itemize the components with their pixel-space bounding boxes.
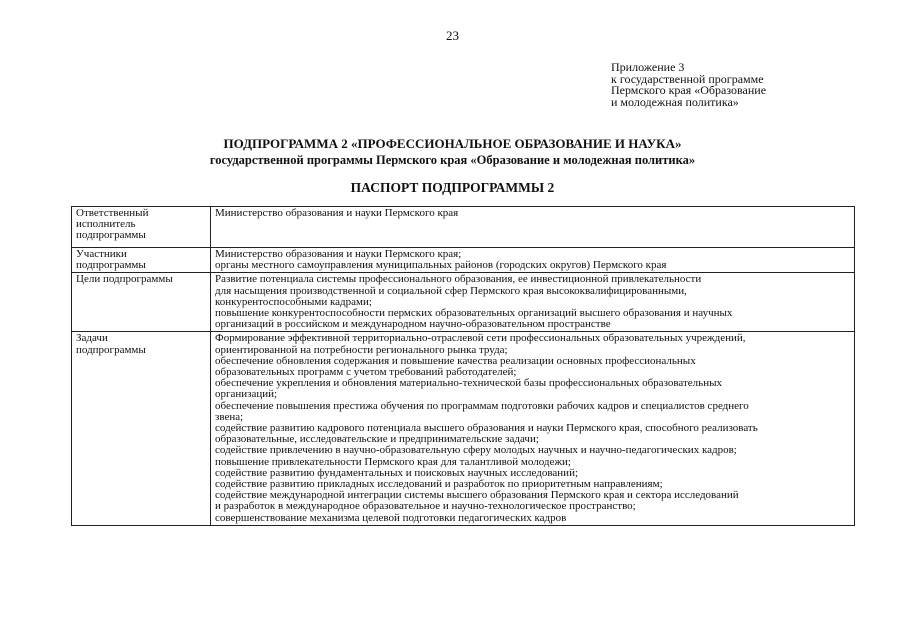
- row-content-line: содействие международной интеграции системы высшего образования Пермского края и сектора исследований: [215, 489, 739, 502]
- table-row-responsible-executor: [72, 207, 855, 248]
- row-label-line: Участники: [76, 248, 127, 260]
- row-content-line: содействие развитию фундаментальных и поисковых научных исследований;: [215, 466, 579, 479]
- row-content-line: повышение конкурентоспособности пермских образовательных организаций высшего образования и научных: [215, 307, 733, 320]
- row-label-line: исполнитель: [76, 218, 136, 231]
- row-content-line: Министерство образования и науки Пермского края: [215, 207, 459, 219]
- row-label-line: Ответственный: [76, 207, 149, 219]
- row-content-line: организаций в российском и международном научно-образовательном пространстве: [215, 318, 611, 331]
- subprogram-title: ПОДПРОГРАММА 2 «ПРОФЕССИОНАЛЬНОЕ ОБРАЗОВАНИЕ И НАУКА»: [223, 136, 682, 151]
- row-content-line: ориентированной на потребности регионального рынка труда;: [215, 343, 508, 356]
- row-label-cell: [72, 332, 211, 525]
- row-content-cell: [211, 273, 855, 332]
- row-content-line: содействие развитию кадрового потенциала высшего образования и науки Пермского края, способного реализовать: [215, 422, 758, 435]
- row-content-line: образовательных программ с учетом требований работодателей;: [215, 366, 517, 379]
- row-content-line: содействие развитию прикладных исследований и разработок по приоритетным направлениям;: [215, 478, 663, 491]
- program-subtitle: государственной программы Пермского края «Образование и молодежная политика»: [209, 153, 696, 167]
- row-content-line: конкурентоспособными кадрами;: [215, 295, 372, 308]
- passport-heading: ПАСПОРТ ПОДПРОГРАММЫ 2: [350, 180, 555, 195]
- row-content-line: образовательные, исследовательские и предпринимательские задачи;: [215, 433, 539, 446]
- row-label-line: Цели подпрограммы: [76, 273, 173, 286]
- table-row-participants: [72, 248, 855, 273]
- appendix-line: Приложение 3: [611, 60, 685, 74]
- row-label-line: подпрограммы: [76, 343, 146, 356]
- row-content-line: Формирование эффективной территориально-отраслевой сети профессиональных образовательных учреждений,: [215, 332, 746, 345]
- row-label-line: Задачи: [76, 332, 108, 345]
- row-content-cell: [211, 332, 855, 525]
- row-content-cell: [211, 207, 855, 248]
- appendix-line: Пермского края «Образование: [611, 83, 767, 97]
- row-content-line: содействие привлечению в научно-образовательную сферу молодых научных и научно-педагогических кадров;: [215, 444, 737, 457]
- row-label-line: подпрограммы: [76, 229, 146, 242]
- row-content-cell: [211, 248, 855, 273]
- appendix-line: и молодежная политика»: [611, 94, 739, 109]
- row-label-cell: [72, 207, 211, 248]
- row-content-line: обеспечение обновления содержания и повышение качества реализации основных профессиональных: [215, 354, 696, 367]
- row-content-line: организаций;: [215, 388, 278, 401]
- table-row-tasks: [72, 332, 855, 525]
- appendix-line: к государственной программе: [611, 71, 764, 86]
- row-content-line: Развитие потенциала системы профессионального образования, ее инвестиционной привлекательности: [215, 273, 702, 286]
- row-content-line: органы местного самоуправления муниципальных районов (городских округов) Пермского края: [215, 259, 667, 272]
- row-content-line: Министерство образования и науки Пермского края;: [215, 248, 462, 260]
- row-content-line: для насыщения производственной и социальной сфер Пермского края высококвалифицированными,: [215, 284, 687, 297]
- row-content-line: и разработок в международное образовательное и научно-технологическое пространство;: [215, 500, 636, 513]
- row-label-cell: [72, 273, 211, 332]
- row-content-line: звена;: [215, 410, 244, 423]
- appendix-note: [611, 62, 766, 108]
- page-number: 23: [446, 28, 459, 43]
- row-content-line: повышение привлекательности Пермского края для талантливой молодежи;: [215, 455, 571, 468]
- passport-table: [71, 206, 855, 526]
- row-content-line: обеспечение укрепления и обновления материально-технической базы профессиональных образовательных: [215, 377, 722, 390]
- row-label-line: подпрограммы: [76, 259, 146, 272]
- row-label-cell: [72, 248, 211, 273]
- row-content-line: совершенствование механизма целевой подготовки педагогических кадров: [215, 511, 567, 524]
- table-row-goals: [72, 273, 855, 332]
- row-content-line: обеспечение повышения престижа обучения по программам подготовки рабочих кадров и специалистов среднего: [215, 399, 749, 412]
